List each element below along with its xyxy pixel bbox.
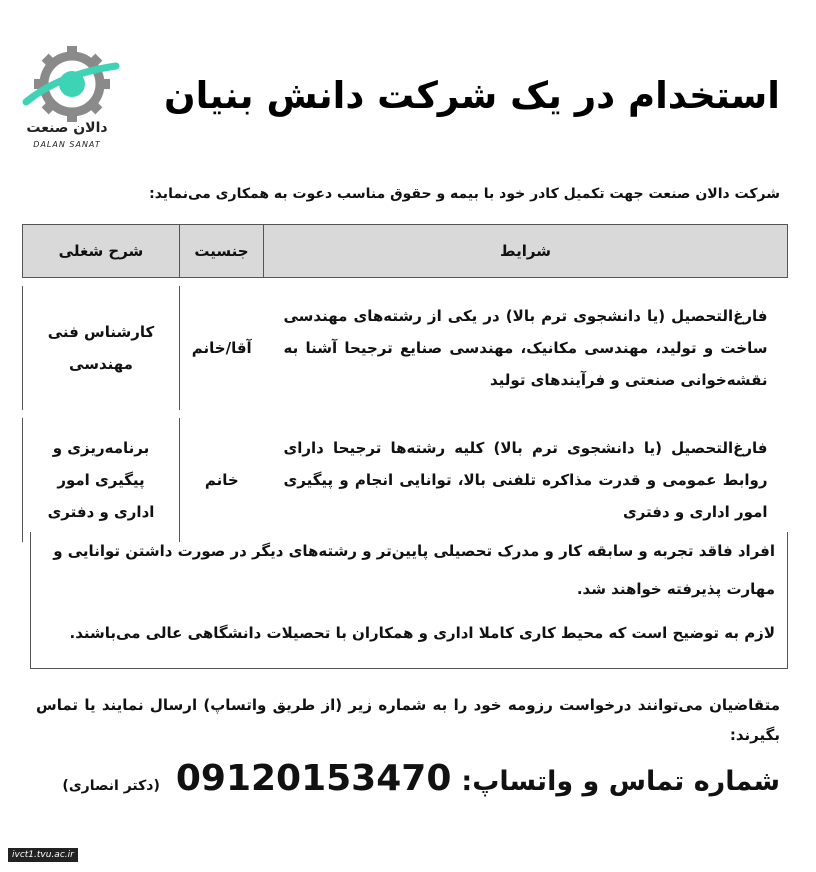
header-gender: جنسیت — [180, 225, 264, 278]
jobs-table — [22, 224, 788, 542]
table-header-row — [23, 225, 788, 278]
logo-name-en: DALAN SANAT — [33, 140, 101, 149]
header-job: شرح شغلی — [23, 225, 180, 278]
page-title: استخدام در یک شرکت دانش بنیان — [163, 74, 780, 117]
row-job — [23, 418, 180, 542]
note-text: افراد فاقد تجربه و سابقه کار و مدرک تحصیلی پایین‌تر و رشته‌های دیگر در صورت داشتن توانایی و مهارت پذیرفته خواهند شد. — [53, 542, 775, 598]
row-conditions: فارغ‌التحصیل (یا دانشجوی ترم بالا) در یکی از رشته‌های مهندسی ساخت و تولید، مهندسی مکانیک، مهندسی صنایع ترجیحا آشنا به نقشه‌خوانی صنعتی و فرآیندهای تولید — [283, 307, 768, 389]
gear-logo-icon — [20, 44, 120, 124]
job-line: پیگیری امور — [57, 471, 145, 489]
logo-name-fa: دالان صنعت — [26, 120, 108, 136]
company-logo — [20, 44, 120, 154]
contact-label: شماره تماس و واتساپ: — [461, 766, 780, 797]
notes-box — [30, 532, 788, 669]
note-text: لازم به توضیح است که محیط کاری کاملا اداری و همکاران با تحصیلات دانشگاهی عالی می‌باشند. — [69, 624, 775, 642]
row-gender: خانم — [180, 418, 264, 542]
header-conditions: شرایط — [264, 225, 788, 278]
job-line: اداری و دفتری — [47, 503, 155, 521]
job-line: برنامه‌ریزی و — [52, 439, 150, 457]
contact-person: (دکتر انصاری) — [62, 778, 160, 794]
footer-url[interactable]: ivct1.tvu.ac.ir — [8, 848, 78, 862]
intro-text: شرکت دالان صنعت جهت تکمیل کادر خود با بیمه و حقوق مناسب دعوت به همکاری می‌نماید: — [149, 186, 780, 202]
apply-instructions: متقاضیان می‌توانند درخواست رزومه خود را به شماره زیر (از طریق واتساپ) ارسال نمایند یا تماس بگیرند: — [36, 696, 780, 744]
row-gender: آقا/خانم — [180, 286, 264, 410]
job-line: کارشناس فنی — [47, 323, 155, 341]
row-job — [23, 286, 180, 410]
contact-phone-number[interactable]: 09120153470 — [175, 758, 452, 799]
table-row — [23, 286, 788, 410]
job-line: مهندسی — [69, 355, 133, 373]
table-row — [23, 418, 788, 542]
contact-row — [62, 758, 780, 799]
row-conditions: فارغ‌التحصیل (یا دانشجوی ترم بالا) کلیه رشته‌ها ترجیحا دارای روابط عمومی و قدرت مذاکره تلفنی بالا، توانایی انجام و پیگیری امور اداری و دفتری — [283, 439, 768, 521]
